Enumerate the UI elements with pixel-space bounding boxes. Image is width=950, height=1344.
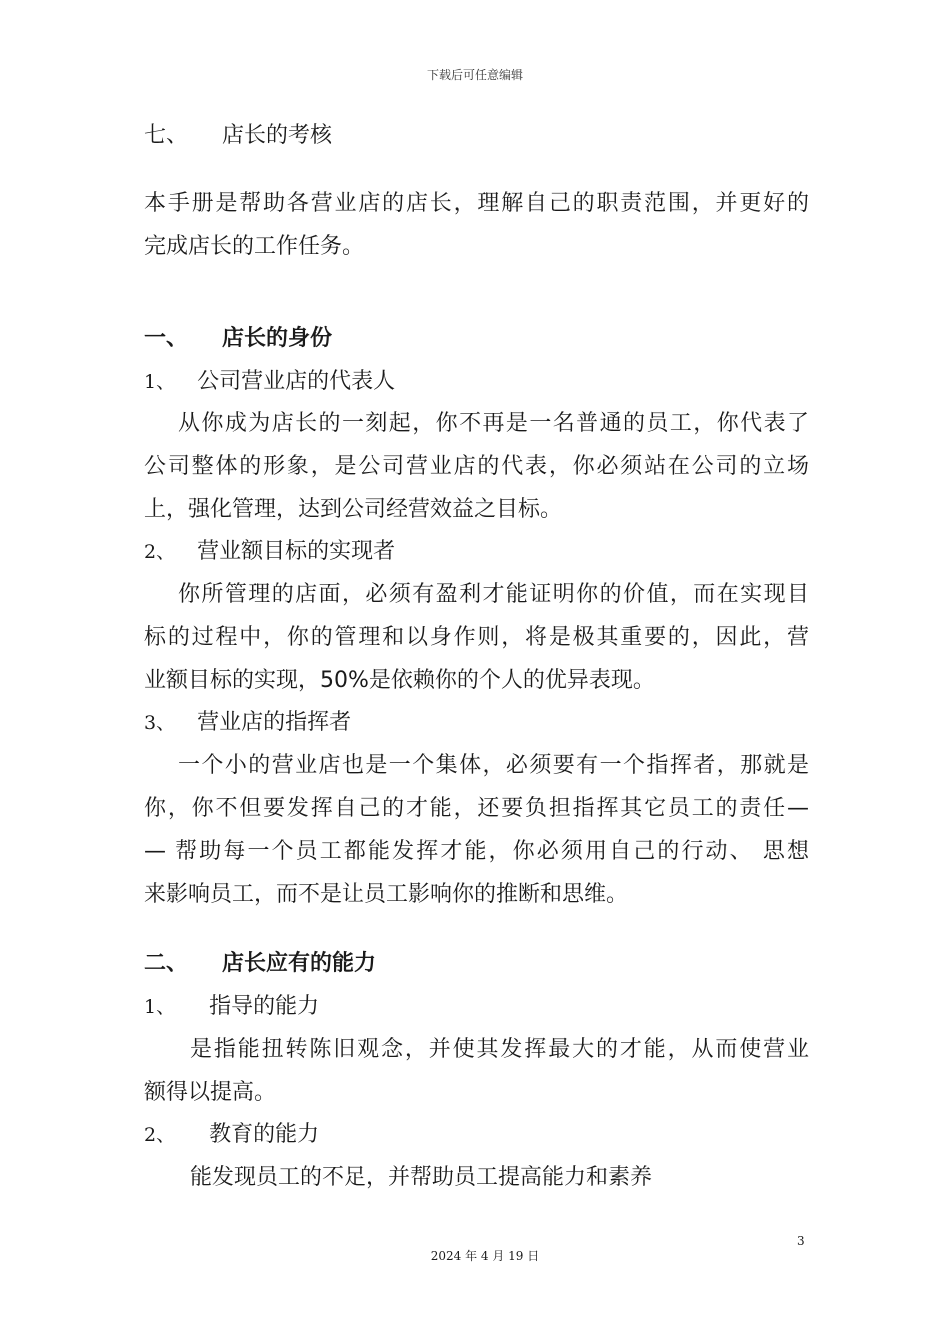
item-title: 营业店的指挥者 xyxy=(197,710,352,735)
paragraph-line: 上，强化管理，达到公司经营效益之目标。 xyxy=(144,497,563,522)
item-number: 1、 xyxy=(144,371,176,393)
section-title: 店长应有的能力 xyxy=(222,951,377,976)
page-header: 下载后可任意编辑 xyxy=(426,68,523,82)
item-number: 2、 xyxy=(144,1124,176,1146)
item-heading-1-2 xyxy=(144,537,395,567)
section-heading-7 xyxy=(144,121,332,151)
section-number: 七、 xyxy=(144,123,189,148)
section-title: 店长的考核 xyxy=(222,123,333,148)
paragraph-line: — 帮助每一个员工都能发挥才能，你必须用自己的行动、 思想 xyxy=(144,839,809,864)
paragraph-line: 来影响员工，而不是让员工影响你的推断和思维。 xyxy=(144,882,629,907)
paragraph-line: 公司整体的形象，是公司营业店的代表，你必须站在公司的立场 xyxy=(144,454,809,479)
paragraph-line: 标的过程中，你的管理和以身作则，将是极其重要的，因此，营 xyxy=(144,625,809,650)
item-heading-2-2 xyxy=(144,1120,319,1150)
item-heading-2-1 xyxy=(144,992,319,1022)
section-number: 一、 xyxy=(144,326,189,351)
paragraph-line: 从你成为店长的一刻起，你不再是一名普通的员工，你代表了 xyxy=(178,411,809,436)
section-heading-2 xyxy=(144,949,376,979)
item-heading-1-3 xyxy=(144,708,351,738)
item-number: 2、 xyxy=(144,541,176,563)
item-title: 营业额目标的实现者 xyxy=(197,539,396,564)
paragraph-line: 业额目标的实现，50%是依赖你的个人的优异表现。 xyxy=(144,668,655,693)
item-title: 指导的能力 xyxy=(209,994,320,1019)
paragraph-line: 你所管理的店面，必须有盈利才能证明你的价值，而在实现目 xyxy=(178,582,809,607)
section-heading-1 xyxy=(144,324,332,354)
section-number: 二、 xyxy=(144,951,189,976)
paragraph-line: 一个小的营业店也是一个集体，必须要有一个指挥者，那就是 xyxy=(178,753,809,778)
item-heading-1-1 xyxy=(144,367,395,397)
item-title: 公司营业店的代表人 xyxy=(197,369,396,394)
paragraph-line: 你，你不但要发挥自己的才能，还要负担指挥其它员工的责任— xyxy=(144,796,809,821)
page-number: 3 xyxy=(797,1234,805,1248)
intro-line-1: 本手册是帮助各营业店的店长，理解自己的职责范围，并更好的 xyxy=(144,191,809,216)
paragraph-line: 额得以提高。 xyxy=(144,1080,277,1105)
item-title: 教育的能力 xyxy=(209,1122,320,1147)
section-title: 店长的身份 xyxy=(222,326,333,351)
intro-line-2: 完成店长的工作任务。 xyxy=(144,234,365,259)
footer-date: 2024 年 4 月 19 日 xyxy=(430,1249,540,1263)
item-number: 1、 xyxy=(144,996,176,1018)
paragraph-line: 是指能扭转陈旧观念，并使其发挥最大的才能，从而使营业 xyxy=(190,1037,809,1062)
paragraph-line: 能发现员工的不足，并帮助员工提高能力和素养 xyxy=(190,1165,653,1190)
item-number: 3、 xyxy=(144,712,176,734)
